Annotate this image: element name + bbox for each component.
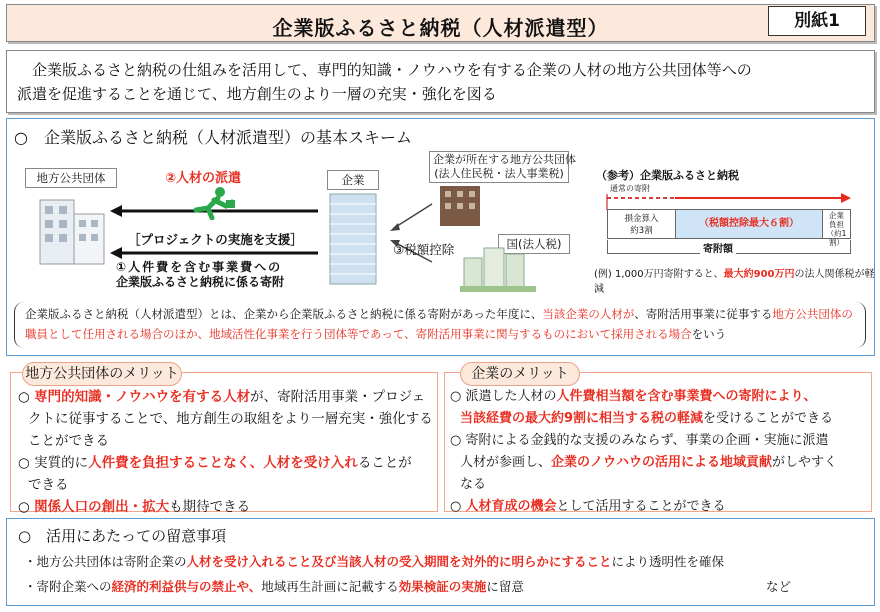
tax-arrows xyxy=(386,200,436,270)
arrow-icon xyxy=(390,223,400,231)
company-merit-item-2-a: 寄附による金銭的な支援のみならず、事業の企画・実施に派遣 xyxy=(465,433,829,448)
note-line-1-a: ・地方公共団体は寄附企業の xyxy=(24,554,187,569)
company-building-icon xyxy=(325,192,383,286)
donation-amount-label: 寄附額 xyxy=(700,240,736,255)
attachment-label: 別紙1 xyxy=(768,6,866,36)
donation-label-line-1: ①人件費を含む事業費への xyxy=(116,260,283,274)
reference-bar xyxy=(607,209,851,247)
note-line-2-red-1: 経済的利益供与の禁止や、 xyxy=(111,579,262,594)
local-merit-tab: 地方公共団体のメリット xyxy=(22,362,182,386)
company-merit-item-1-a: 派遣した人材の xyxy=(465,389,557,404)
company-merit-item-2-c: がしやすく xyxy=(772,455,838,470)
definition-red-3: 公共団体の職員として任用される場合のほか、地域活性化事業を行う団体等であって、寄附活用事業に関与するものにおいて採用される場合 xyxy=(25,307,853,341)
note-line-2-c: に留意 xyxy=(486,579,524,594)
deductible-segment xyxy=(608,210,676,238)
company-merit-item-1: ○ 派遣した人材の人件費相当額を含む事業費への寄附により、 xyxy=(450,389,817,404)
arrow-left-icon xyxy=(110,205,122,217)
company-merit-item-2-b: 人材が参画し、 xyxy=(460,455,552,470)
deductible-label: 損金算入 xyxy=(624,214,659,224)
note-line-2-b: 地域再生計画に記載する xyxy=(261,579,399,594)
deductible-pct: 約3割 xyxy=(630,226,653,236)
notes-heading: ○ 活用にあたっての留意事項 xyxy=(18,527,227,545)
tax-deduction-label: ③税額控除 xyxy=(393,242,455,257)
definition-red-2: 地方 xyxy=(772,307,796,321)
note-line-1-b: により透明性を確保 xyxy=(611,554,725,569)
company-merit-item-1-b: を受けることができる xyxy=(703,411,834,426)
example-red: 最大約900万円 xyxy=(723,269,795,280)
arrow-left-icon xyxy=(110,247,122,259)
example-suffix: の法人関係税が軽減 xyxy=(594,269,875,295)
definition-part-1: 企業版ふるさと納税（人材派遣型）とは、企業から企業版ふるさと納税に係る寄附があった年度に、 xyxy=(25,307,543,321)
note-line-2-a: ・寄附企業への xyxy=(24,579,112,594)
intro-line-2: 派遣を促進することを通じて、地方創生のより一層の充実・強化を図る xyxy=(17,85,497,103)
running-person-icon xyxy=(190,186,236,220)
local-merit-item-2-a: 実質的に xyxy=(34,455,89,471)
reference-title: （参考）企業版ふるさと納税 xyxy=(596,169,739,182)
definition-part-2: 、寄附活用事業に従事する xyxy=(634,307,773,321)
local-merit-item-2-b: ることが xyxy=(357,455,412,471)
reference-example xyxy=(594,265,880,295)
company-merit-item-3: ○ 人材育成の機会として活用することができる xyxy=(450,499,726,514)
company-burden-line-3: （約1割） xyxy=(826,229,847,247)
page-title: 企業版ふるさと納税（人材派遣型） xyxy=(272,16,609,40)
company-location-gov-line-1: 企業が所在する地方公共団体 xyxy=(433,153,576,166)
example-prefix: (例) 1,000万円寄附すると、 xyxy=(594,269,724,280)
intro-line-1: 企業版ふるさと納税の仕組みを活用して、専門的知識・ノウハウを有する企業の人材の地方公共団体等への xyxy=(17,61,752,79)
local-merit-item-2-red: 人件費を負担することなく、人材を受け入れ xyxy=(88,455,358,471)
company-merit-tab: 企業のメリット xyxy=(460,362,580,386)
city-buildings-icon xyxy=(460,240,540,292)
company-merit-item-1-red-1: 人件費相当額を含む事業費への寄附により、 xyxy=(556,389,817,404)
arrow-right-icon xyxy=(841,193,851,203)
local-merit-item-3-red: 関係人口の創出・拡大 xyxy=(34,499,170,515)
note-etc: など xyxy=(766,579,792,594)
note-line-2 xyxy=(24,577,524,595)
note-line-1-red: 人材を受け入れること及び当該人材の受入期間を対外的に明らかにすること xyxy=(186,554,612,569)
company-merit-item-2: ○ 寄附による金銭的な支援のみならず、事業の企画・実施に派遣 xyxy=(450,433,829,448)
scheme-heading: ○ 企業版ふるさと納税（人材派遣型）の基本スキーム xyxy=(14,128,412,147)
local-merit-item-1: ○ 専門的知識・ノウハウを有する人材が、寄附活用事業・プロジェ xyxy=(18,389,426,405)
company-merit-item-2-cont xyxy=(450,452,870,474)
dispatch-label: ②人材の派遣 xyxy=(165,171,242,186)
local-merit-item-3-b: も期待できる xyxy=(169,499,251,515)
normal-donation-label: 通常の寄附 xyxy=(610,184,650,193)
company-burden-segment xyxy=(822,210,850,247)
local-merit-item-1-b: クトに従事することで、地方創生の取組をより一層充実・強化する xyxy=(28,411,433,427)
note-line-2-red-2: 効果検証の実施 xyxy=(398,579,487,594)
local-merit-item-2-c: できる xyxy=(28,477,69,493)
donation-label xyxy=(116,260,284,290)
company-label: 企業 xyxy=(327,170,379,190)
local-merit-item-3: ○ 関係人口の創出・拡大も期待できる xyxy=(18,499,251,515)
note-line-1 xyxy=(24,552,724,570)
local-merit-list xyxy=(18,386,434,518)
definition-part-3: をいう xyxy=(691,327,727,341)
definition-red-1: 当該企業の人材が xyxy=(542,307,635,321)
company-merit-item-3-red: 人材育成の機会 xyxy=(465,499,557,514)
company-location-gov-label xyxy=(429,151,576,183)
company-merit-list xyxy=(450,386,870,518)
local-gov-label: 地方公共団体 xyxy=(25,168,117,188)
intro-box xyxy=(6,50,875,113)
company-merit-item-2-red: 企業のノウハウの活用による地域貢献 xyxy=(551,455,773,470)
company-location-gov-line-2: (法人住民税・法人事業税) xyxy=(434,167,564,180)
title-bar xyxy=(6,4,875,42)
government-building-icon xyxy=(30,188,110,268)
company-merit-item-2-d: なる xyxy=(460,477,487,492)
local-merit-item-2: ○ 実質的に人件費を負担することなく、人材を受け入れることが xyxy=(18,455,412,471)
project-support-label: ［プロジェクトの実施を支援］ xyxy=(128,232,303,247)
company-merit-item-1-red-2: 当該経費の最大約9割に相当する税の軽減 xyxy=(460,411,704,426)
company-burden-line-2: 負担 xyxy=(829,220,844,229)
local-merit-item-1-c: ことができる xyxy=(28,433,109,449)
tax-credit-segment: （税額控除最大６割） xyxy=(676,210,822,238)
national-label: 国(法人税) xyxy=(498,234,570,254)
company-merit-item-3-b: として活用することができる xyxy=(556,499,726,514)
company-merit-item-1-cont xyxy=(450,408,870,430)
local-merit-item-1-red: 専門的知識・ノウハウを有する人材 xyxy=(34,389,251,405)
local-merit-item-1-a: が、寄附活用事業・プロジェ xyxy=(250,389,426,405)
scheme-definition xyxy=(14,302,866,348)
donation-label-line-2: 企業版ふるさと納税に係る寄附 xyxy=(116,275,285,289)
company-burden-line-1: 企業 xyxy=(829,211,844,220)
office-building-icon xyxy=(432,182,490,228)
